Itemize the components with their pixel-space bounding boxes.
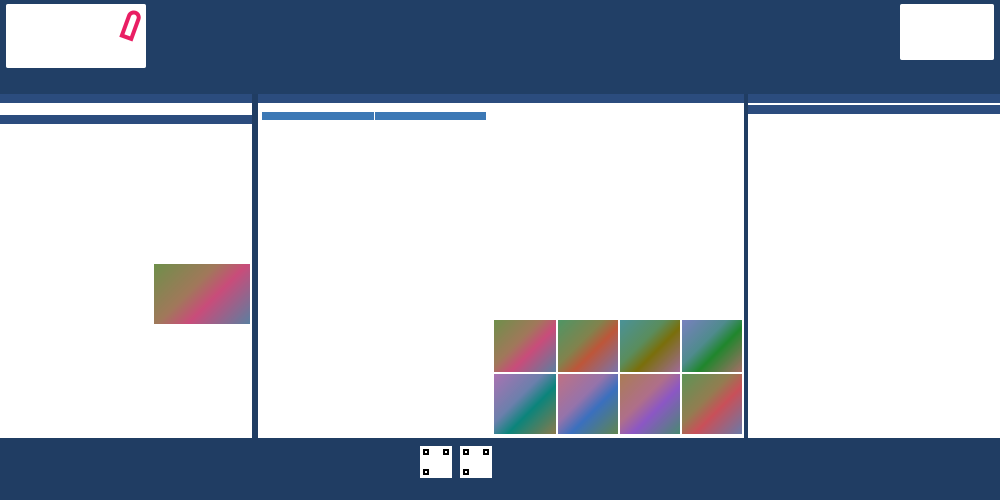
results-heading-2 bbox=[490, 94, 744, 103]
results-heading bbox=[258, 94, 490, 103]
discussion-heading bbox=[748, 94, 1000, 103]
introduction-column bbox=[0, 94, 252, 438]
bch-team-photo bbox=[154, 264, 250, 324]
introduction-heading bbox=[0, 94, 252, 103]
poster-footer bbox=[0, 438, 1000, 500]
breast-cancer-hub-logo bbox=[6, 4, 146, 68]
age-distribution-pie-chart bbox=[258, 125, 490, 237]
field-photo-1 bbox=[494, 320, 556, 372]
introduction-text-2 bbox=[0, 105, 150, 107]
results-column bbox=[258, 94, 490, 438]
table-group-header bbox=[374, 112, 487, 121]
methods-text bbox=[0, 124, 252, 126]
pink-ribbon-icon bbox=[119, 9, 142, 42]
fig3-caption bbox=[490, 272, 618, 274]
qr-code-icon[interactable] bbox=[420, 446, 452, 478]
table-caption bbox=[258, 107, 490, 109]
conclusions-heading bbox=[748, 105, 1000, 114]
field-photo-3 bbox=[620, 320, 680, 372]
field-photo-6 bbox=[558, 374, 618, 434]
mammogram-bar-chart bbox=[622, 106, 740, 202]
methods-heading bbox=[0, 115, 252, 124]
fig2-text bbox=[490, 103, 620, 105]
poster-header bbox=[0, 0, 1000, 94]
field-photo-4 bbox=[682, 320, 742, 372]
field-photo-7 bbox=[620, 374, 680, 434]
discussion-column bbox=[748, 94, 1000, 438]
table-blank bbox=[262, 112, 375, 121]
tobacco-bar-chart bbox=[492, 198, 622, 270]
sabcs-logo bbox=[900, 4, 994, 60]
field-photo-2 bbox=[558, 320, 618, 372]
results-figures-column bbox=[490, 94, 744, 438]
fig4-caption bbox=[618, 268, 744, 270]
field-photo-8 bbox=[682, 374, 742, 434]
references-block bbox=[502, 442, 992, 443]
age-gender-table bbox=[261, 111, 487, 121]
fertilizer-pie-chart bbox=[622, 198, 742, 274]
field-photo-5 bbox=[494, 374, 556, 434]
qr-code-icon-2[interactable] bbox=[460, 446, 492, 478]
fig5-text bbox=[490, 294, 744, 296]
conclusions-text bbox=[748, 114, 1000, 116]
